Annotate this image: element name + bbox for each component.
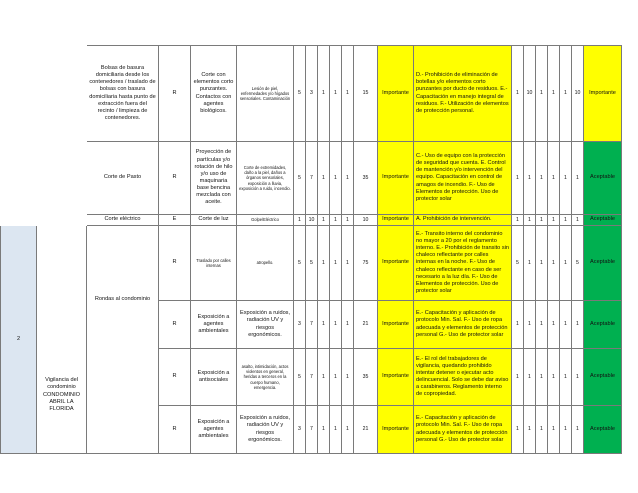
- residual-value-cell: 1: [548, 349, 560, 406]
- measures-cell: D.- Prohibición de eliminación de botellas y/o elementos corto punzantes por ducto de residuos. E.- Capacitación en manejo integral de residuos. F.- Utilización de elementos de protección personal.: [414, 46, 512, 142]
- residual-value-cell: 1: [536, 142, 548, 215]
- value-cell: 1: [318, 226, 330, 301]
- measures-cell: E.- Capacitación y aplicación de protocolo Min. Sal. F.- Uso de ropa adecuada y elementos de protección personal G.- Uso de protector solar: [414, 301, 512, 349]
- value-cell: 3: [294, 406, 306, 454]
- residual-total-cell: 1: [572, 301, 584, 349]
- hazard-cell: Exposición a antisociales: [191, 349, 237, 406]
- hazard-cell: Corte con elementos corto punzantes. Contactos con agentes biológicos.: [191, 46, 237, 142]
- routine-cell: R: [159, 349, 191, 406]
- value-cell: 1: [318, 46, 330, 142]
- total-cell: 35: [354, 142, 378, 215]
- value-cell: 1: [318, 349, 330, 406]
- empty-cell: [1, 46, 37, 142]
- empty-cell: [1, 142, 37, 215]
- value-cell: 7: [306, 301, 318, 349]
- value-cell: 5: [294, 226, 306, 301]
- residual-value-cell: 1: [524, 142, 536, 215]
- consequence-cell: Lesión de piel, enfermedades y/o hígados sensoriales. Contaminación: [237, 46, 294, 142]
- empty-cell: [37, 46, 87, 142]
- measures-cell: A. Prohibición de intervención.: [414, 215, 512, 226]
- activity-cell: Rondas al condominio: [87, 226, 159, 454]
- group-number-cell: 2: [1, 226, 37, 454]
- residual-value-cell: 1: [524, 226, 536, 301]
- value-cell: 1: [294, 215, 306, 226]
- table-row: [1, 142, 622, 215]
- value-cell: 7: [306, 142, 318, 215]
- total-cell: 75: [354, 226, 378, 301]
- residual-value-cell: 1: [536, 46, 548, 142]
- value-cell: 1: [318, 215, 330, 226]
- residual-value-cell: 10: [524, 46, 536, 142]
- residual-value-cell: 1: [548, 215, 560, 226]
- residual-level-cell: Aceptable: [584, 142, 622, 215]
- residual-value-cell: 1: [536, 301, 548, 349]
- empty-cell: [37, 142, 87, 215]
- consequence-cell: Golpe/Eléctrico: [237, 215, 294, 226]
- residual-total-cell: 1: [572, 406, 584, 454]
- residual-total-cell: 1: [572, 215, 584, 226]
- residual-value-cell: 1: [512, 142, 524, 215]
- residual-total-cell: 10: [572, 46, 584, 142]
- consequence-cell: atropello.: [237, 226, 294, 301]
- total-cell: 35: [354, 349, 378, 406]
- measures-cell: C.- Uso de equipo con la protección de seguridad que cuenta. E. Control de mantención y/o intervención del equipo. Capacitación en control de amagos de incendio. F.- Uso de Elementos de protección. Uso de protector solar: [414, 142, 512, 215]
- value-cell: 5: [294, 349, 306, 406]
- residual-level-cell: Aceptable: [584, 301, 622, 349]
- value-cell: 1: [330, 226, 342, 301]
- value-cell: 1: [330, 406, 342, 454]
- value-cell: 1: [342, 46, 354, 142]
- value-cell: 10: [306, 215, 318, 226]
- empty-cell: [37, 215, 87, 226]
- value-cell: 1: [330, 142, 342, 215]
- total-cell: 21: [354, 406, 378, 454]
- risk-level-cell: Importante: [378, 215, 414, 226]
- value-cell: 1: [342, 142, 354, 215]
- source-cell: Corte eléctrico: [87, 215, 159, 226]
- value-cell: 7: [306, 349, 318, 406]
- residual-value-cell: 1: [548, 406, 560, 454]
- residual-value-cell: 5: [512, 226, 524, 301]
- routine-cell: R: [159, 406, 191, 454]
- routine-cell: R: [159, 226, 191, 301]
- residual-value-cell: 1: [536, 349, 548, 406]
- value-cell: 5: [294, 46, 306, 142]
- risk-level-cell: Importante: [378, 142, 414, 215]
- value-cell: 7: [306, 406, 318, 454]
- residual-level-cell: Aceptable: [584, 349, 622, 406]
- residual-value-cell: 1: [512, 301, 524, 349]
- residual-level-cell: Importante: [584, 46, 622, 142]
- residual-value-cell: 1: [536, 406, 548, 454]
- value-cell: 1: [330, 46, 342, 142]
- value-cell: 1: [318, 406, 330, 454]
- residual-value-cell: 1: [548, 46, 560, 142]
- risk-level-cell: Importante: [378, 406, 414, 454]
- total-cell: 21: [354, 301, 378, 349]
- value-cell: 1: [342, 215, 354, 226]
- residual-value-cell: 1: [560, 406, 572, 454]
- consequence-cell: Exposición a ruidos, radiación UV y riesgos ergonómicos.: [237, 301, 294, 349]
- value-cell: 1: [330, 301, 342, 349]
- value-cell: 5: [294, 142, 306, 215]
- residual-total-cell: 1: [572, 142, 584, 215]
- residual-value-cell: 1: [536, 226, 548, 301]
- residual-value-cell: 1: [560, 142, 572, 215]
- residual-value-cell: 1: [560, 349, 572, 406]
- hazard-cell: Proyección de partículas y/o rotación de hilo y/o uso de maquinaria base bencina mezclada con aceite.: [191, 142, 237, 215]
- risk-level-cell: Importante: [378, 301, 414, 349]
- measures-cell: E.- Transito interno del condominio no mayor a 20 por el reglamento interno. E.- Prohibición de transito sin chaleco reflectante por calles internas en la noche. F.- Uso de chaleco reflectante en caso de ser necesario a la luz día. F.- Uso de Elementos de protección. Uso de protector solar: [414, 226, 512, 301]
- value-cell: 3: [294, 301, 306, 349]
- residual-value-cell: 1: [560, 215, 572, 226]
- table-row: [1, 215, 622, 226]
- value-cell: 1: [330, 349, 342, 406]
- source-cell: Corte de Pasto: [87, 142, 159, 215]
- value-cell: 1: [342, 301, 354, 349]
- hazard-cell: Exposición a agentes ambientales: [191, 301, 237, 349]
- value-cell: 1: [318, 142, 330, 215]
- consequence-cell: asalto, intimidación, actos violentos en general, heridas a terceros en la cuerpo humano, emergencia.: [237, 349, 294, 406]
- residual-level-cell: Aceptable: [584, 406, 622, 454]
- empty-cell: [1, 215, 37, 226]
- risk-matrix-table: [0, 45, 622, 454]
- residual-value-cell: 1: [524, 215, 536, 226]
- residual-level-cell: Aceptable: [584, 226, 622, 301]
- value-cell: 1: [342, 226, 354, 301]
- risk-level-cell: Importante: [378, 349, 414, 406]
- residual-value-cell: 1: [548, 226, 560, 301]
- risk-level-cell: Importante: [378, 226, 414, 301]
- risk-level-cell: Importante: [378, 46, 414, 142]
- value-cell: 3: [306, 46, 318, 142]
- residual-value-cell: 1: [560, 46, 572, 142]
- residual-value-cell: 1: [560, 226, 572, 301]
- routine-cell: R: [159, 46, 191, 142]
- value-cell: 1: [318, 301, 330, 349]
- table-row: [1, 226, 622, 301]
- residual-total-cell: 1: [572, 349, 584, 406]
- hazard-cell: Exposición a agentes ambientales: [191, 406, 237, 454]
- source-cell: Bolsas de basura domiciliaria desde los contenedores / traslado de bolsas con basura domiciliaria hasta punto de extracción fuera del recinto / limpieza de contenedores.: [87, 46, 159, 142]
- consequence-cell: Exposición a ruidos, radiación UV y riesgos ergonómicos.: [237, 406, 294, 454]
- value-cell: 1: [330, 215, 342, 226]
- residual-value-cell: 1: [548, 301, 560, 349]
- residual-value-cell: 1: [512, 406, 524, 454]
- value-cell: 1: [342, 349, 354, 406]
- routine-cell: R: [159, 142, 191, 215]
- residual-value-cell: 1: [548, 142, 560, 215]
- total-cell: 10: [354, 215, 378, 226]
- residual-value-cell: 1: [512, 46, 524, 142]
- measures-cell: E.- Capacitación y aplicación de protocolo Min. Sal. F.- Uso de ropa adecuada y elementos de protección personal G.- Uso de protector solar: [414, 406, 512, 454]
- routine-cell: R: [159, 301, 191, 349]
- measures-cell: E.- El rol del trabajadores de vigilancia, quedando prohibido intentar detener o ejecutar acto delincuencial. Solo se debe dar aviso a carabineros. Reglamento interno de copropiedad.: [414, 349, 512, 406]
- residual-level-cell: Aceptable: [584, 215, 622, 226]
- residual-value-cell: 1: [524, 349, 536, 406]
- residual-value-cell: 1: [512, 349, 524, 406]
- routine-cell: E: [159, 215, 191, 226]
- residual-total-cell: 5: [572, 226, 584, 301]
- residual-value-cell: 1: [512, 215, 524, 226]
- residual-value-cell: 1: [536, 215, 548, 226]
- residual-value-cell: 1: [524, 301, 536, 349]
- table-row: [1, 46, 622, 142]
- hazard-cell: Traslado por calles internas: [191, 226, 237, 301]
- hazard-cell: Corte de luz: [191, 215, 237, 226]
- total-cell: 15: [354, 46, 378, 142]
- value-cell: 5: [306, 226, 318, 301]
- residual-value-cell: 1: [524, 406, 536, 454]
- residual-value-cell: 1: [560, 301, 572, 349]
- group-name-cell: Vigilancia del condominio CONDOMINIO ABRIL LA FLORIDA: [37, 226, 87, 454]
- consequence-cell: Corte de extremidades, daño a la piel, daños a órganos sensoriales, exposición a lluvia, exposición a ruido, incendio.: [237, 142, 294, 215]
- value-cell: 1: [342, 406, 354, 454]
